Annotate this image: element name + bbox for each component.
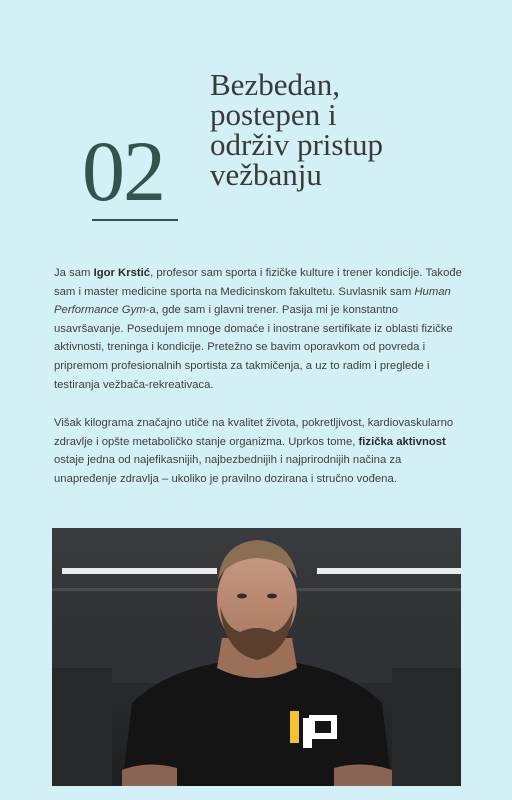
- section-title: Bezbedan, postepen i održiv pristup vežbanju: [210, 67, 384, 192]
- intro-text-3: -a, gde sam i glavni trener. Pasija mi je konstantno usavršavanje. Posedujem mnoge domaće i inostrane sertifikate iz oblasti fizičke aktivnosti, treninga i kondicije. Pretežno se bavim oporavkom od povreda i pripremom profesionalnih sportista za takmičenja, a uz to radim i preglede i testiranja vežbača-rekreativaca.: [54, 304, 453, 391]
- trainer-portrait-illustration: [52, 528, 461, 786]
- physical-activity-highlight: fizička aktivnost: [358, 435, 446, 448]
- intro-paragraph: [54, 264, 466, 394]
- trainer-photo: [52, 528, 461, 786]
- section-number: 02: [82, 123, 164, 219]
- section-hero: [0, 0, 512, 250]
- ceiling-light-left: [62, 568, 217, 574]
- intro-text-1: Ja sam: [54, 267, 94, 279]
- health-paragraph: [54, 414, 466, 488]
- intro-text-2: , profesor sam sporta i fizičke kulture i trener kondicije. Takođe sam i master medicine sporta na Medicinskom fakultetu. Suvlasnik sam: [54, 267, 462, 298]
- section-number-underline: [92, 219, 178, 221]
- gym-name: Human Performance Gym: [54, 285, 451, 317]
- health-text-2: ostaje jedna od najefikasnijih, najbezbednijih i najprirodnijih načina za unapređenje zdravlja – ukoliko je pravilno dozirana i stručno vođena.: [54, 454, 402, 485]
- author-name: Igor Krstić: [93, 267, 151, 279]
- ceiling-light-right: [317, 568, 461, 574]
- health-text-1: Višak kilograma značajno utiče na kvalitet života, pokretljivost, kardiovaskularno zdravlje i opšte metaboličko stanje organizma. Uprkos tome,: [54, 417, 454, 448]
